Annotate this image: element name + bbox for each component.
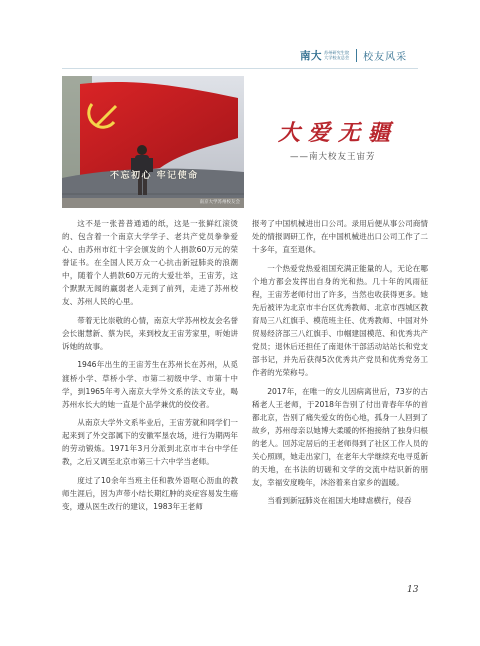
header-divider: [356, 49, 357, 62]
header-section-name: 校友风采: [363, 51, 408, 63]
header-rule: [62, 68, 418, 69]
article-byline: ——南大校友王宙芳: [290, 152, 376, 162]
page-header: [300, 44, 407, 66]
paragraph: 1946年出生的王宙芳生在苏州长在苏州，从觅渡桥小学、草桥小学、市第二初级中学、市第十中学，到1965年考入南京大学外文系的法文专业，喝苏州水长大的她一直是个品学兼优的佼佼者。: [62, 360, 238, 409]
header-school-name: 南大: [300, 49, 322, 62]
article-title: 大爱无疆: [278, 120, 399, 146]
paragraph: 这不是一张普普通通的纸，这是一张鲜红滚烫的、包含着一个南京大学学子、老共产党员拳拳爱心、由苏州市红十字会颁发的个人捐款60万元的荣誉证书。在全国人民万众一心抗击新冠肺炎的浪潮中，随着个人捐款60万元的大爱壮举，王宙芳，这个默默无闻的赢弱老人走到了前列，走进了苏州校友、苏州人民的心里。: [62, 219, 238, 307]
paragraph: 从南京大学外文系毕业后，王宙芳就和同学们一起来到了外交部属下的安徽军垦农场，进行为期两年的劳动锻炼。1971年3月分派到北京市丰台中学任教，之后又调至北京市第三十六中学当老师。: [62, 418, 238, 467]
header-subtitle-line-2: 大学校友总会: [324, 55, 350, 60]
page-number: 13: [407, 585, 419, 595]
paragraph: 2017年，在唯一的女儿因病离世后，73岁的古稀老人王老师，于2018年告别了付出青春年华的首都北京，告别了痛失爱女的伤心地，孤身一人回到了故乡，苏州母亲以她博大柔暖的怀抱接纳了独身归根的老人。回苏定居后的王老师得到了社区工作人员的关心照顾，她走出家门，在老年大学继续充电寻觅新的天地，在书法的切磋和文学的交流中结识新的朋友，幸福安度晚年，沐浴着来自家乡的温暖。: [252, 386, 428, 487]
body-column-right: [252, 217, 428, 513]
header-school-subtitle: [324, 50, 349, 60]
wall-slogan: 不忘初心 牢记使命: [110, 171, 199, 181]
paragraph: 当看到新冠肺炎在祖国大地肆虐横行，侵吞: [267, 496, 412, 506]
paragraph: 报考了中国机械进出口公司。录用后便从事公司商情处的情报调研工作，在中国机械进出口公司工作了二十多年，直至退休。: [252, 219, 428, 255]
photo-illustration: [62, 76, 244, 208]
paragraph: 度过了10余年当班主任和教外语呕心沥血的教师生涯后，因为声带小结长期红肿的炎症容易发生癌变，遵从医生改行的建议，1983年王老师: [62, 475, 238, 511]
article-photo: [62, 76, 244, 208]
paragraph: 一个热爱党热爱祖国充满正能量的人，无论在哪个地方都会发挥出自身的光和热。几十年的风雨征程，王宙芳老师付出了许多，当然也收获得更多。她先后被评为北京市丰台区优秀教师、北京市西城区教育局三八红旗手、模范班主任、优秀教师、中国对外贸易经济部三八红旗手、巾帼建国模范、和优秀共产党员；退休后还担任了南退休干部活动站站长和党支部书记，并先后获得5次优秀共产党员和优秀党务工作者的光荣称号。: [252, 263, 428, 378]
photo-watermark: 南京大学苏州校友会: [199, 200, 240, 205]
paragraph: 带着无比崇敬的心情，南京大学苏州校友会名誉会长谢慧新、蔡为民，来到校友王宙芳家里，听她讲诉她的故事。: [62, 315, 238, 351]
body-column-left: [62, 217, 238, 518]
header-subtitle-line-1: 苏州研究生院: [324, 50, 350, 55]
